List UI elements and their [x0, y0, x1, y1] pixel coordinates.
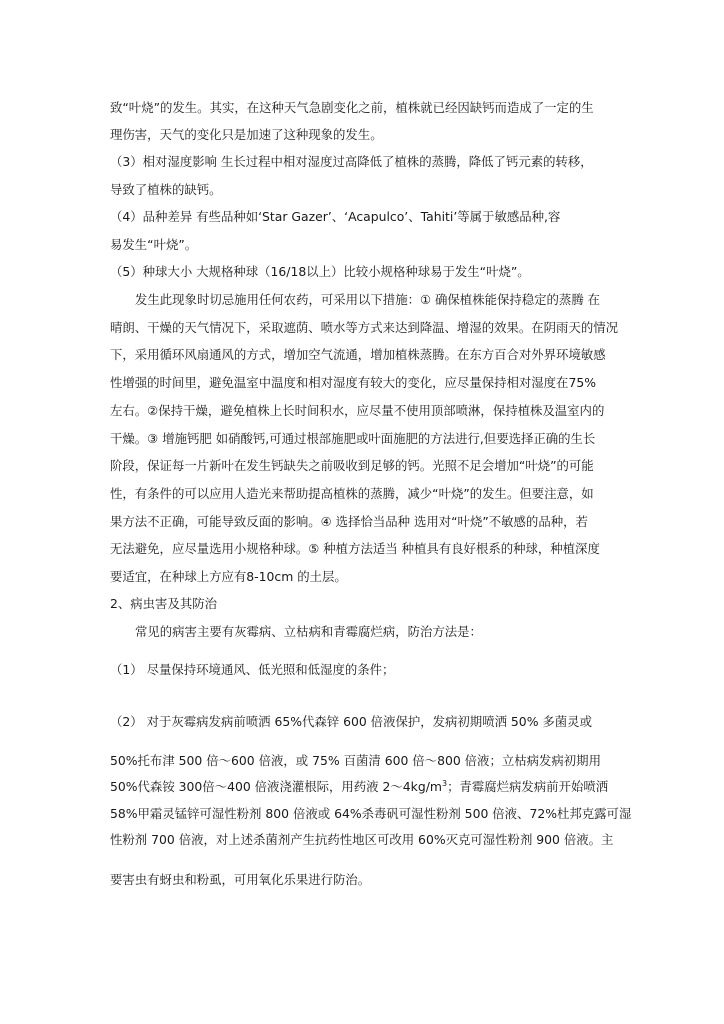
list-item: （2） 对于灰霉病发病前喷洒 65%代森锌 600 倍液保护，发病初期喷洒 50% 多菌灵或	[110, 714, 592, 729]
paragraph-line: 要害虫有蚜虫和粉虱，可用氧化乐果进行防治。	[110, 872, 371, 887]
paragraph-line: （4）品种差异 有些品种如‘Star Gazer’、‘Acapulco’、Tahiti’等属于敏感品种,容	[110, 209, 561, 224]
paragraph-line: （5）种球大小 大规格种球（16/18以上）比较小规格种球易于发生“叶烧”。	[110, 264, 530, 279]
section-heading: 2、病虫害及其防治	[110, 596, 218, 611]
superscript: 3	[441, 778, 448, 788]
paragraph-line: 干燥。③ 增施钙肥 如硝酸钙,可通过根部施肥或叶面施肥的方法进行,但要选择正确的生长	[110, 431, 596, 446]
paragraph-line: 性粉剂 700 倍液，对上述杀菌剂产生抗药性地区可改用 60%灭克可湿性粉剂 900 倍液。主	[110, 832, 614, 847]
paragraph-line: 常见的病害主要有灰霉病、立枯病和青霉腐烂病，防治方法是：	[135, 624, 482, 639]
paragraph-line	[110, 778, 609, 794]
paragraph-line: 50%托布津 500 倍～600 倍液，或 75% 百菌清 600 倍～800 倍液；立枯病发病初期用	[110, 753, 601, 768]
paragraph-line: 易发生“叶烧”。	[110, 237, 198, 252]
paragraph-line: 致“叶烧”的发生。其实，在这种天气急剧变化之前，植株就已经因缺钙而造成了一定的生	[110, 100, 594, 115]
paragraph-line: 性增强的时间里，避免温室中温度和相对湿度有较大的变化，应尽量保持相对湿度在75%	[110, 375, 596, 390]
list-item: （1） 尽量保持环境通风、低光照和低湿度的条件；	[110, 662, 395, 677]
paragraph-line: 无法避免，应尽量选用小规格种球。⑤ 种植方法适当 种植具有良好根系的种球，种植深度	[110, 541, 600, 556]
paragraph-line: 58%甲霜灵锰锌可湿性粉剂 800 倍液或 64%杀毒矾可湿性粉剂 500 倍液、72%杜邦克露可湿	[110, 806, 632, 821]
paragraph-line: 导致了植株的缺钙。	[110, 182, 222, 197]
paragraph-line: 果方法不正确，可能导致反面的影响。④ 选择恰当品种 选用对“叶烧”不敏感的品种，若	[110, 514, 588, 529]
line-text: ；青霉腐烂病发病前开始喷洒	[447, 779, 609, 794]
paragraph-line: 晴朗、干燥的天气情况下，采取遮荫、喷水等方式来达到降温、增湿的效果。在阴雨天的情况	[110, 320, 619, 335]
paragraph-line: 左右。②保持干燥，避免植株上长时间积水，应尽量不使用顶部喷淋，保持植株及温室内的	[110, 403, 605, 418]
paragraph-line: 理伤害，天气的变化只是加速了这种现象的发生。	[110, 127, 383, 142]
paragraph-line: 下，采用循环风扇通风的方式，增加空气流通，增加植株蒸腾。在东方百合对外界环境敏感	[110, 347, 606, 362]
paragraph-line: 发生此现象时切忌施用任何农药，可采用以下措施：① 确保植株能保持稳定的蒸腾 在	[135, 292, 601, 307]
paragraph-line: 性，有条件的可以应用人造光来帮助提高植株的蒸腾，减少“叶烧”的发生。但要注意，如	[110, 486, 594, 501]
line-text: 50%代森铵 300倍～400 倍液浇灌根际，用药液 2～4kg/m	[110, 779, 442, 794]
paragraph-line: 阶段，保证每一片新叶在发生钙缺失之前吸收到足够的钙。光照不足会增加“叶烧”的可能	[110, 458, 594, 473]
paragraph-line: 要适宜，在种球上方应有8-10cm 的土层。	[110, 569, 347, 584]
paragraph-line: （3）相对湿度影响 生长过程中相对湿度过高降低了植株的蒸腾，降低了钙元素的转移，	[110, 154, 593, 169]
